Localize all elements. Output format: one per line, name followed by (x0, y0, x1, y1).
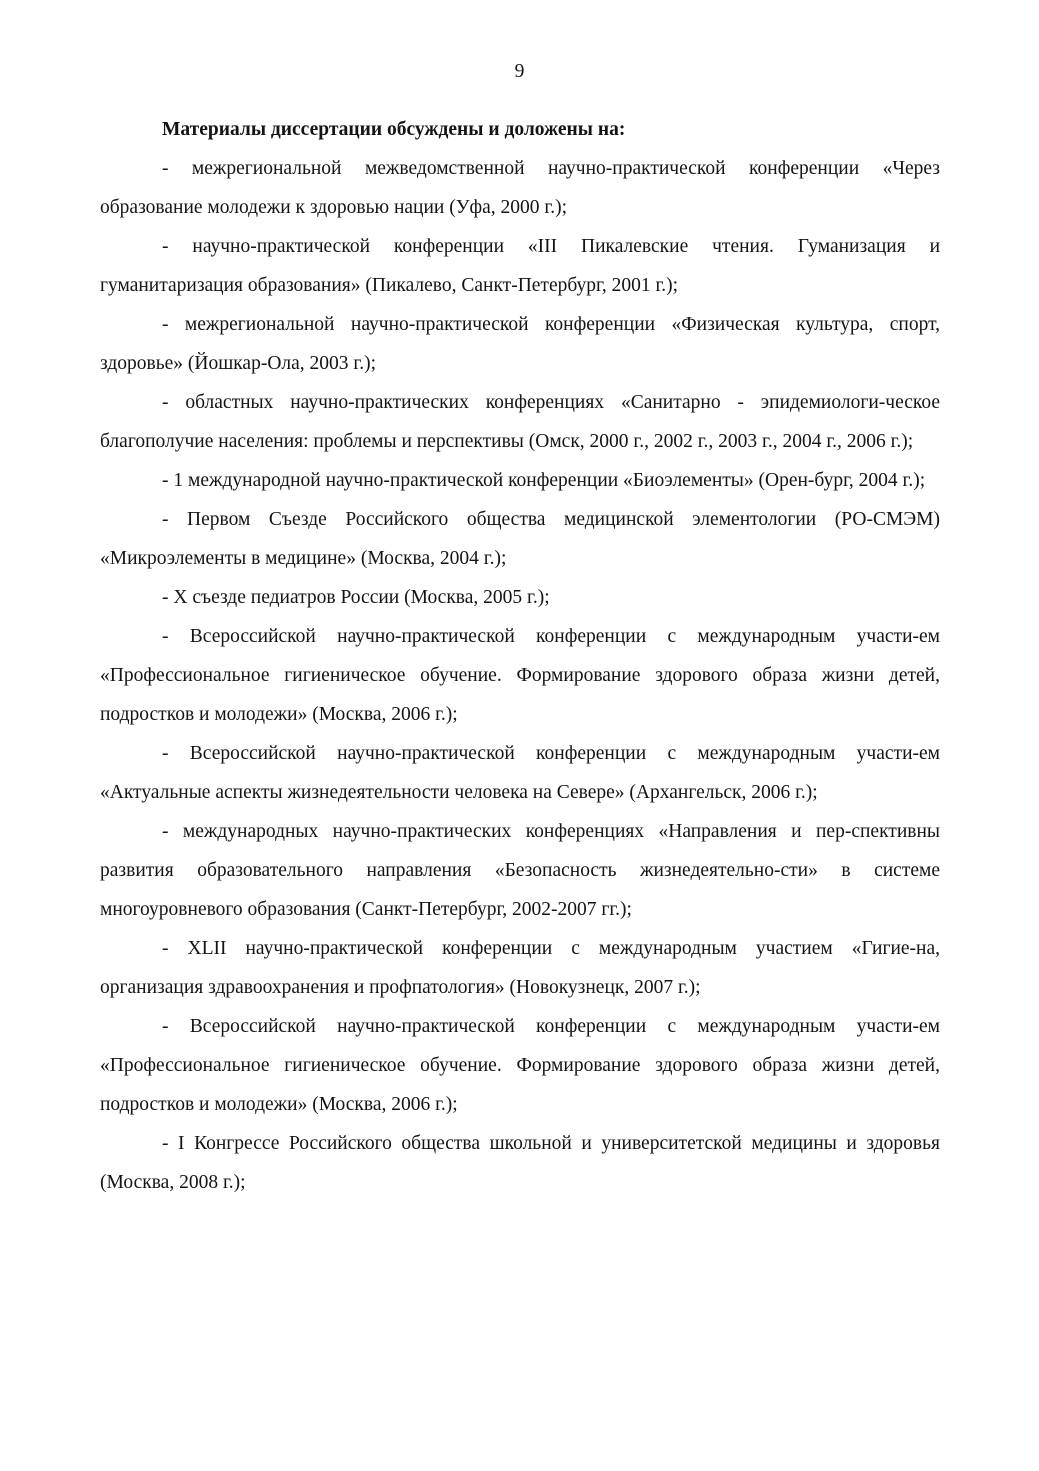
page-number: 9 (514, 61, 525, 82)
document-body (100, 110, 940, 1202)
list-item: - межрегиональной научно-практической конференции «Физическая культура, спорт, здоровье» (Йошкар-Ола, 2003 г.); (100, 314, 940, 374)
list-item: - Первом Съезде Российского общества медицинской элементологии (РО-СМЭМ) «Микроэлементы в медицине» (Москва, 2004 г.); (100, 509, 940, 569)
list-item: - научно-практической конференции «III Пикалевские чтения. Гуманизация и гуманитаризация образования» (Пикалево, Санкт-Петербург, 2001 г.); (100, 236, 940, 296)
list-item: - межрегиональной межведомственной научно-практической конференции «Через образование молодежи к здоровью нации (Уфа, 2000 г.); (100, 158, 940, 218)
list-item: - Всероссийской научно-практической конференции с международным участи-ем «Профессиональное гигиеническое обучение. Формирование здорового образа жизни детей, подростков и молодежи» (Москва, 2006 г.); (100, 626, 940, 725)
list-item: - Всероссийской научно-практической конференции с международным участи-ем «Профессиональное гигиеническое обучение. Формирование здорового образа жизни детей, подростков и молодежи» (Москва, 2006 г.); (100, 1016, 940, 1115)
list-item: - международных научно-практических конференциях «Направления и пер-спективны развития образовательного направления «Безопасность жизнедеятельно-сти» в системе многоуровневого образования (Санкт-Петербург, 2002-2007 гг.); (100, 821, 940, 920)
section-heading: Материалы диссертации обсуждены и доложены на: (162, 119, 626, 140)
list-item: - XLII научно-практической конференции с международным участием «Гигие-на, организация здравоохранения и профпатология» (Новокузнецк, 2007 г.); (100, 938, 940, 998)
list-item: - I Конгрессе Российского общества школьной и университетской медицины и здоровья (Москва, 2008 г.); (100, 1133, 940, 1193)
list-item: - Всероссийской научно-практической конференции с международным участи-ем «Актуальные аспекты жизнедеятельности человека на Севере» (Архангельск, 2006 г.); (100, 743, 940, 803)
list-item: - 1 международной научно-практической конференции «Биоэлементы» (Орен-бург, 2004 г.); (162, 470, 926, 491)
list-item: - X съезде педиатров России (Москва, 2005 г.); (162, 587, 550, 608)
list-item: - областных научно-практических конференциях «Санитарно - эпидемиологи-ческое благополучие населения: проблемы и перспективы (Омск, 2000 г., 2002 г., 2003 г., 2004 г., 2006 г.); (100, 392, 940, 452)
